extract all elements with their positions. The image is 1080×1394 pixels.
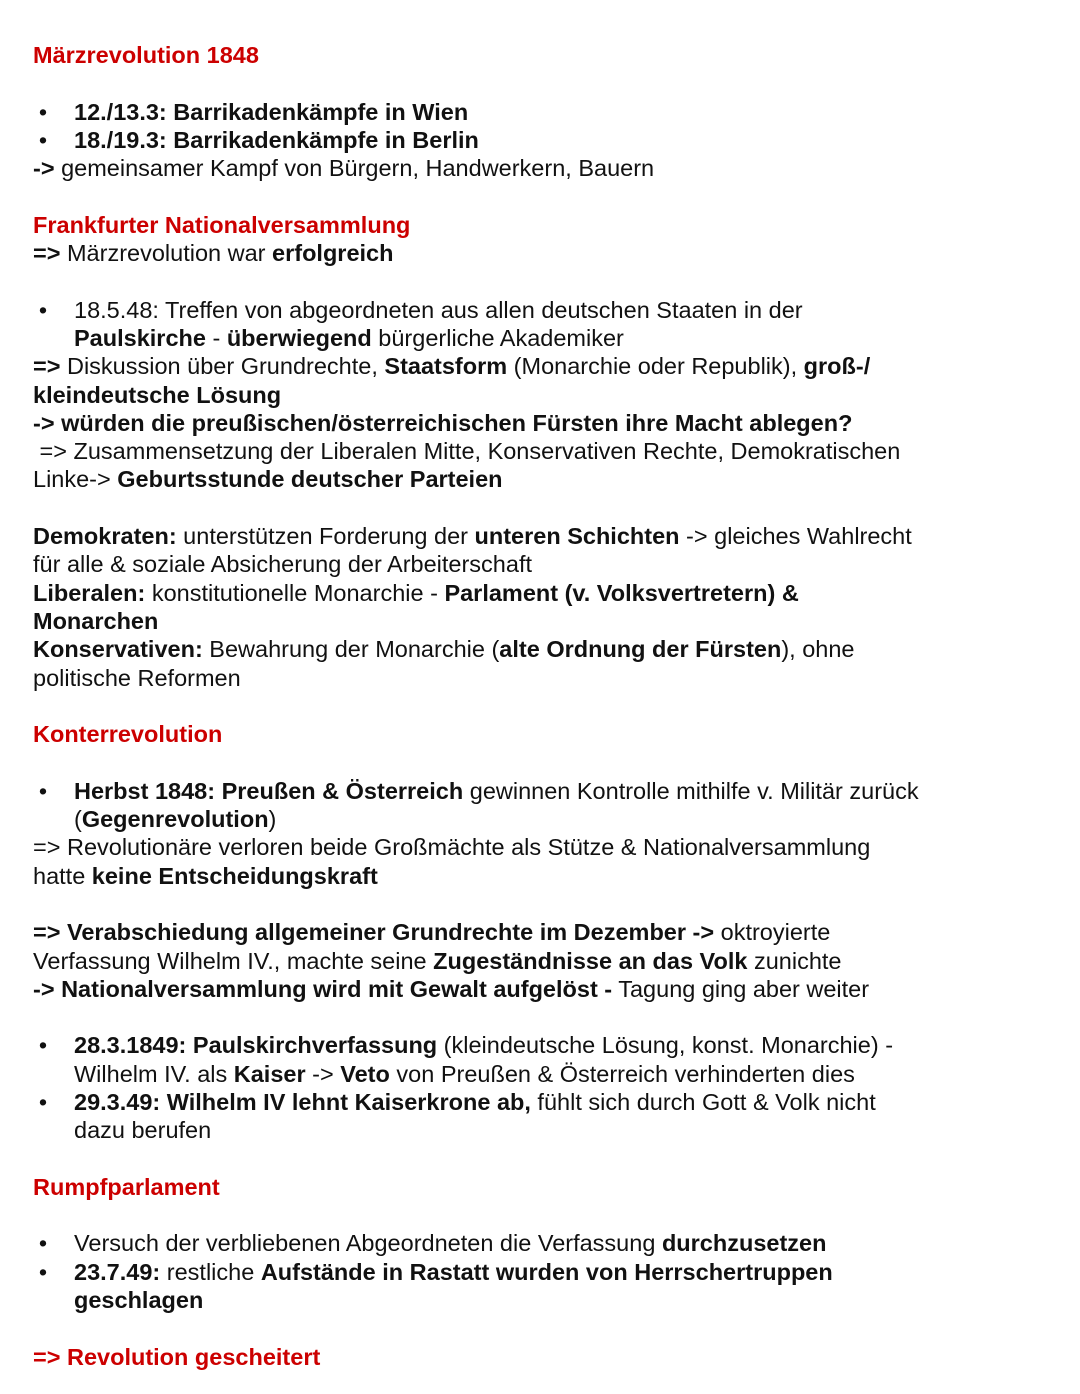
text-line-konservativen: Konservativen: Bewahrung der Monarchie (alte Ordnung der Fürsten), ohne: [33, 636, 855, 663]
document-page: [33, 41, 1063, 1371]
text-line-diskussion: => Diskussion über Grundrechte, Staatsform (Monarchie oder Republik), groß-/: [33, 353, 871, 380]
text-line-entscheidungskraft: hatte keine Entscheidungskraft: [33, 862, 378, 889]
text-line-demokraten: Demokraten: unterstützen Forderung der unteren Schichten -> gleiches Wahlrecht: [33, 523, 912, 550]
text-line-zusammensetzung: => Zusammensetzung der Liberalen Mitte, Konservativen Rechte, Demokratischen: [33, 438, 901, 465]
text-line-kampf: -> gemeinsamer Kampf von Bürgern, Handwerkern, Bauern: [33, 155, 655, 182]
text-line-liberalen-2: Monarchen: [33, 607, 159, 634]
conclusion-revolution-gescheitert: => Revolution gescheitert: [33, 1343, 321, 1370]
bullet-item-herbst-1848: • Herbst 1848: Preußen & Österreich gewinnen Kontrolle mithilfe v. Militär zurück (Gegenrevolution): [33, 777, 1063, 834]
bullet-item-rastatt: • 23.7.49: restliche Aufstände in Rastatt wurden von Herrschertruppen geschlagen: [33, 1258, 1063, 1315]
text-line-erfolgreich: => Märzrevolution war erfolgreich: [33, 240, 394, 267]
text-line-revolutionaere: => Revolutionäre verloren beide Großmächte als Stütze & Nationalversammlung: [33, 834, 871, 861]
heading-maerzrevolution: Märzrevolution 1848: [33, 42, 259, 68]
text-line-verabschiedung: => Verabschiedung allgemeiner Grundrechte im Dezember -> oktroyierte: [33, 919, 831, 946]
text-line-parteien: Linke-> Geburtsstunde deutscher Parteien: [33, 466, 503, 493]
bullet-marker: •: [38, 1032, 48, 1059]
bullet-item-kaiserkrone: • 29.3.49: Wilhelm IV lehnt Kaiserkrone ab, fühlt sich durch Gott & Volk nicht dazu berufen: [33, 1088, 1063, 1145]
bullet-item-berlin: • 18./19.3: Barrikadenkämpfe in Berlin: [33, 126, 1063, 154]
text-line-aufgeloest: -> Nationalversammlung wird mit Gewalt aufgelöst - Tagung ging aber weiter: [33, 975, 870, 1002]
bullet-marker: •: [38, 1258, 48, 1285]
bullet-marker: •: [38, 777, 48, 804]
heading-konterrevolution: Konterrevolution: [33, 721, 223, 748]
heading-rumpfparlament: Rumpfparlament: [33, 1173, 220, 1200]
bullet-marker: •: [38, 126, 48, 153]
text-line-verfassung-wilhelm: Verfassung Wilhelm IV., machte seine Zugeständnisse an das Volk zunichte: [33, 947, 842, 974]
bullet-marker: •: [38, 98, 48, 125]
bullet-item-versuch: • Versuch der verbliebenen Abgeordneten die Verfassung durchzusetzen: [33, 1229, 1063, 1257]
bullet-marker: •: [38, 1230, 48, 1257]
text-line-konservativen-2: politische Reformen: [33, 664, 241, 691]
heading-frankfurter-nationalversammlung: Frankfurter Nationalversammlung: [33, 211, 411, 238]
bullet-item-paulskirche: • 18.5.48: Treffen von abgeordneten aus allen deutschen Staaten in der Paulskirche - überwiegend bürgerliche Akademiker: [33, 296, 1063, 353]
text-line-fuersten-frage: -> würden die preußischen/österreichischen Fürsten ihre Macht ablegen?: [33, 409, 853, 436]
bullet-item-paulskirchverfassung: • 28.3.1849: Paulskirchverfassung (kleindeutsche Lösung, konst. Monarchie) - Wilhelm IV. als Kaiser -> Veto von Preußen & Österreich verhinderten dies: [33, 1031, 1063, 1088]
text-line-kleindeutsch: kleindeutsche Lösung: [33, 381, 282, 408]
text-line-liberalen: Liberalen: konstitutionelle Monarchie - Parlament (v. Volksvertretern) &: [33, 579, 799, 606]
text-line-demokraten-2: für alle & soziale Absicherung der Arbeiterschaft: [33, 551, 532, 578]
bullet-item-wien: • 12./13.3: Barrikadenkämpfe in Wien: [33, 98, 1063, 126]
bullet-marker: •: [38, 1088, 48, 1115]
bullet-marker: •: [38, 296, 48, 323]
